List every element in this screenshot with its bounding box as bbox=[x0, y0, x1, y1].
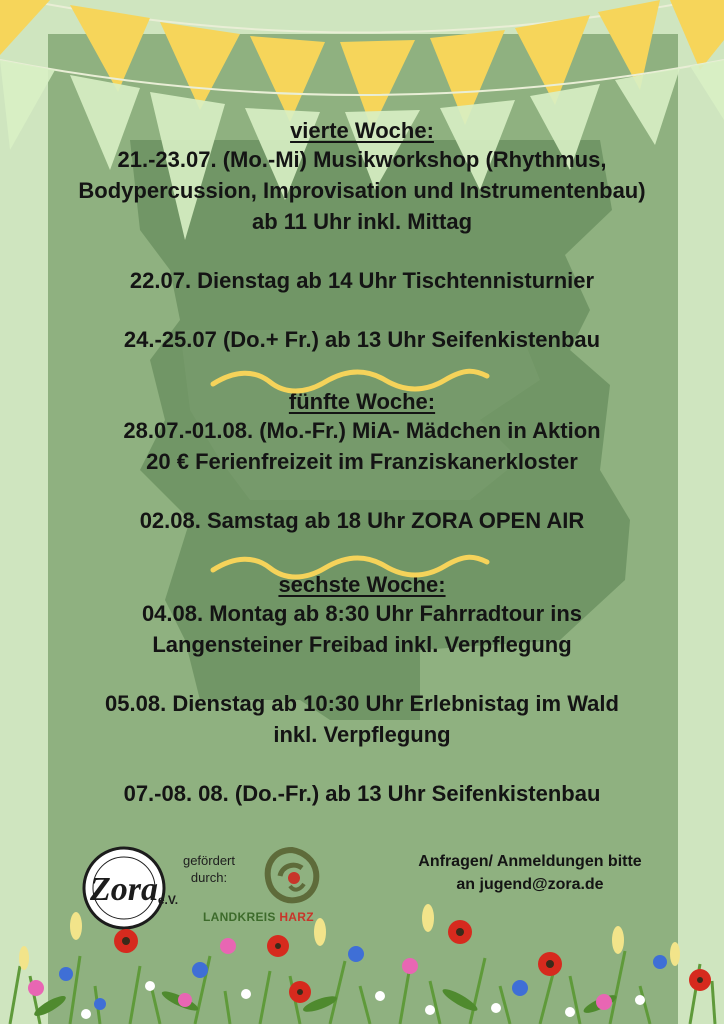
event-line: Langensteiner Freibad inkl. Verpflegung bbox=[152, 632, 572, 657]
event-line: 04.08. Montag ab 8:30 Uhr Fahrradtour ins bbox=[141, 601, 583, 626]
schedule bbox=[0, 118, 724, 809]
event-line: ab 11 Uhr inkl. Mittag bbox=[251, 209, 473, 234]
support-label-line: durch: bbox=[190, 870, 228, 885]
event-line: inkl. Verpflegung bbox=[273, 722, 451, 747]
week5-heading: fünfte Woche: bbox=[288, 389, 436, 414]
event-line: 05.08. Dienstag ab 10:30 Uhr Erlebnistag im Wald bbox=[105, 691, 619, 716]
contact-email[interactable]: an jugend@zora.de bbox=[456, 876, 604, 893]
event-line: 20 € Ferienfreizeit im Franziskanerkloster bbox=[146, 449, 578, 474]
contact-info bbox=[390, 850, 670, 896]
week6-heading: sechste Woche: bbox=[278, 572, 446, 597]
event-line: 22.07. Dienstag ab 14 Uhr Tischtennisturnier bbox=[129, 268, 595, 293]
event-line: 07.-08. 08. (Do.-Fr.) ab 13 Uhr Seifenkistenbau bbox=[123, 781, 601, 806]
zora-suffix: e.V. bbox=[157, 893, 179, 907]
event-line: 02.08. Samstag ab 18 Uhr ZORA OPEN AIR bbox=[139, 508, 585, 533]
flower-meadow-decoration bbox=[0, 896, 724, 1024]
harz-text: HARZ bbox=[279, 910, 314, 924]
event-line: 21.-23.07. (Mo.-Mi) Musikworkshop (Rhythmus, bbox=[117, 147, 607, 172]
squiggle-divider-icon bbox=[205, 362, 495, 400]
event-line: 24.-25.07 (Do.+ Fr.) ab 13 Uhr Seifenkistenbau bbox=[123, 327, 601, 352]
zora-wordmark: Zora bbox=[90, 871, 158, 908]
contact-line: Anfragen/ Anmeldungen bitte bbox=[418, 853, 642, 870]
support-label bbox=[176, 852, 242, 886]
event-line: 28.07.-01.08. (Mo.-Fr.) MiA- Mädchen in Aktion bbox=[123, 418, 601, 443]
squiggle-divider-icon bbox=[205, 548, 495, 586]
landkreis-text: LANDKREIS bbox=[203, 910, 276, 924]
week4-heading: vierte Woche: bbox=[290, 118, 434, 143]
event-line: Bodypercussion, Improvisation und Instrumentenbau) bbox=[78, 178, 646, 203]
support-label-line: gefördert bbox=[182, 853, 236, 868]
